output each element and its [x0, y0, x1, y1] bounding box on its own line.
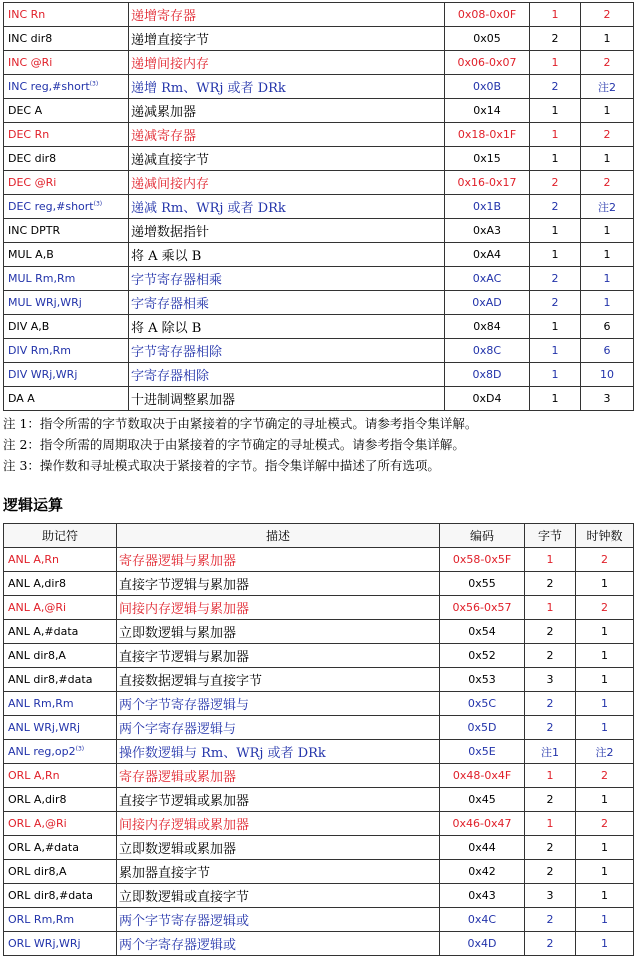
clocks-cell: 1 [581, 147, 634, 171]
opcode-cell: 0xD4 [445, 387, 530, 411]
clocks-cell: 1 [576, 788, 634, 812]
table-row [4, 363, 634, 387]
description-cell: 递增 Rm、WRj 或者 DRk [129, 75, 445, 99]
mnemonic-cell: ORL A,Rn [4, 764, 117, 788]
opcode-cell: 0x48-0x4F [440, 764, 525, 788]
description-cell: 寄存器逻辑或累加器 [117, 764, 440, 788]
description-cell: 间接内存逻辑与累加器 [117, 596, 440, 620]
table-row [4, 195, 634, 219]
clocks-cell: 注2 [576, 740, 634, 764]
mnemonic-cell: INC DPTR [4, 219, 129, 243]
table-row [4, 548, 634, 572]
clocks-cell: 6 [581, 315, 634, 339]
logic-instruction-table [3, 523, 634, 956]
footnote-ref: (3) [89, 80, 99, 88]
table-row [4, 243, 634, 267]
description-cell: 递减 Rm、WRj 或者 DRk [129, 195, 445, 219]
mnemonic-cell: ANL WRj,WRj [4, 716, 117, 740]
table-row [4, 740, 634, 764]
mnemonic-cell: ANL reg,op2$^{(3)}$ [4, 740, 117, 764]
opcode-cell: 0x56-0x57 [440, 596, 525, 620]
description-cell: 字节寄存器相乘 [129, 267, 445, 291]
opcode-cell: 0x5D [440, 716, 525, 740]
table-row [4, 27, 634, 51]
description-cell: 间接内存逻辑或累加器 [117, 812, 440, 836]
bytes-cell: 1 [530, 51, 581, 75]
description-cell: 将 A 除以 B [129, 315, 445, 339]
bytes-cell: 2 [530, 267, 581, 291]
arithmetic-instruction-table [3, 2, 634, 411]
mnemonic-cell: INC Rn [4, 3, 129, 27]
clocks-cell: 1 [576, 644, 634, 668]
bytes-cell: 1 [525, 548, 576, 572]
opcode-cell: 0x5C [440, 692, 525, 716]
bytes-cell: 2 [530, 75, 581, 99]
opcode-cell: 0xA4 [445, 243, 530, 267]
table-row [4, 692, 634, 716]
bytes-cell: 2 [525, 572, 576, 596]
table-row [4, 387, 634, 411]
opcode-cell: 0x8C [445, 339, 530, 363]
opcode-cell: 0x1B [445, 195, 530, 219]
opcode-cell: 0xAC [445, 267, 530, 291]
table-row [4, 860, 634, 884]
mnemonic-cell: MUL Rm,Rm [4, 267, 129, 291]
description-cell: 累加器直接字节 [117, 860, 440, 884]
description-cell: 直接数据逻辑与直接字节 [117, 668, 440, 692]
header-opcode: 编码 [440, 524, 525, 548]
bytes-cell: 1 [530, 3, 581, 27]
mnemonic-cell: ORL WRj,WRj [4, 932, 117, 956]
bytes-cell: 2 [525, 932, 576, 956]
clocks-cell: 2 [581, 123, 634, 147]
opcode-cell: 0x18-0x1F [445, 123, 530, 147]
bytes-cell: 2 [530, 195, 581, 219]
table-row [4, 219, 634, 243]
description-cell: 立即数逻辑或直接字节 [117, 884, 440, 908]
table-row [4, 764, 634, 788]
clocks-cell: 2 [576, 548, 634, 572]
bytes-cell: 2 [525, 836, 576, 860]
description-cell: 字寄存器相乘 [129, 291, 445, 315]
table-row [4, 932, 634, 956]
clocks-cell: 注2 [581, 75, 634, 99]
bytes-cell: 1 [530, 387, 581, 411]
footnote-ref: (3) [93, 200, 103, 208]
description-cell: 递增直接字节 [129, 27, 445, 51]
table-row [4, 668, 634, 692]
clocks-cell: 2 [576, 812, 634, 836]
mnemonic-cell: INC dir8 [4, 27, 129, 51]
description-cell: 两个字寄存器逻辑或 [117, 932, 440, 956]
opcode-cell: 0x84 [445, 315, 530, 339]
clocks-cell: 1 [581, 291, 634, 315]
clocks-cell: 1 [576, 620, 634, 644]
mnemonic-cell: INC reg,#short$^{(3)}$ [4, 75, 129, 99]
opcode-cell: 0x58-0x5F [440, 548, 525, 572]
mnemonic-cell: ANL A,dir8 [4, 572, 117, 596]
clocks-cell: 1 [576, 668, 634, 692]
bytes-cell: 1 [530, 123, 581, 147]
table-row [4, 884, 634, 908]
description-cell: 递减直接字节 [129, 147, 445, 171]
mnemonic-cell: DIV A,B [4, 315, 129, 339]
table-row [4, 75, 634, 99]
description-cell: 递增寄存器 [129, 3, 445, 27]
opcode-cell: 0x46-0x47 [440, 812, 525, 836]
description-cell: 立即数逻辑或累加器 [117, 836, 440, 860]
description-cell: 直接字节逻辑或累加器 [117, 788, 440, 812]
clocks-cell: 1 [576, 716, 634, 740]
clocks-cell: 1 [581, 27, 634, 51]
clocks-cell: 1 [576, 908, 634, 932]
bytes-cell: 2 [525, 692, 576, 716]
clocks-cell: 1 [576, 572, 634, 596]
section-title: 逻辑运算 [3, 496, 64, 514]
bytes-cell: 2 [525, 860, 576, 884]
clocks-cell: 1 [576, 932, 634, 956]
header-bytes: 字节 [525, 524, 576, 548]
table-row [4, 147, 634, 171]
table-row [4, 3, 634, 27]
table-row [4, 596, 634, 620]
opcode-cell: 0x54 [440, 620, 525, 644]
clocks-cell: 注2 [581, 195, 634, 219]
table-row [4, 836, 634, 860]
mnemonic-cell: DA A [4, 387, 129, 411]
clocks-cell: 1 [576, 836, 634, 860]
opcode-cell: 0x42 [440, 860, 525, 884]
footnote-1: 注 1：指令所需的字节数取决于由紧接着的字节确定的寻址模式。请参考指令集详解。 [3, 416, 478, 431]
description-cell: 递增数据指针 [129, 219, 445, 243]
bytes-cell: 1 [530, 363, 581, 387]
table-row [4, 99, 634, 123]
mnemonic-cell: DIV Rm,Rm [4, 339, 129, 363]
bytes-cell: 1 [525, 812, 576, 836]
description-cell: 直接字节逻辑与累加器 [117, 572, 440, 596]
description-cell: 立即数逻辑与累加器 [117, 620, 440, 644]
description-cell: 十进制调整累加器 [129, 387, 445, 411]
opcode-cell: 0x15 [445, 147, 530, 171]
opcode-cell: 0x06-0x07 [445, 51, 530, 75]
description-cell: 操作数逻辑与 Rm、WRj 或者 DRk [117, 740, 440, 764]
bytes-cell: 2 [530, 171, 581, 195]
mnemonic-cell: DEC Rn [4, 123, 129, 147]
description-cell: 两个字节寄存器逻辑或 [117, 908, 440, 932]
opcode-cell: 0x05 [445, 27, 530, 51]
mnemonic-cell: ANL Rm,Rm [4, 692, 117, 716]
table-row [4, 620, 634, 644]
mnemonic-cell: ANL A,@Ri [4, 596, 117, 620]
mnemonic-cell: DEC A [4, 99, 129, 123]
opcode-cell: 0x8D [445, 363, 530, 387]
mnemonic-cell: MUL WRj,WRj [4, 291, 129, 315]
mnemonic-cell: ORL A,#data [4, 836, 117, 860]
clocks-cell: 1 [576, 692, 634, 716]
opcode-cell: 0xAD [445, 291, 530, 315]
description-cell: 直接字节逻辑与累加器 [117, 644, 440, 668]
table-row [4, 644, 634, 668]
opcode-cell: 0x08-0x0F [445, 3, 530, 27]
table-row [4, 171, 634, 195]
header-clocks: 时钟数 [576, 524, 634, 548]
bytes-cell: 1 [530, 243, 581, 267]
mnemonic-cell: MUL A,B [4, 243, 129, 267]
mnemonic-cell: DEC reg,#short$^{(3)}$ [4, 195, 129, 219]
clocks-cell: 2 [576, 596, 634, 620]
table-row [4, 267, 634, 291]
table-row [4, 788, 634, 812]
mnemonic-cell: ORL dir8,A [4, 860, 117, 884]
clocks-cell: 1 [576, 884, 634, 908]
description-cell: 递减间接内存 [129, 171, 445, 195]
bytes-cell: 1 [530, 339, 581, 363]
table-row [4, 51, 634, 75]
opcode-cell: 0x4D [440, 932, 525, 956]
bytes-cell: 2 [525, 788, 576, 812]
table-row [4, 716, 634, 740]
description-cell: 递增间接内存 [129, 51, 445, 75]
description-cell: 两个字节寄存器逻辑与 [117, 692, 440, 716]
mnemonic-cell: ORL Rm,Rm [4, 908, 117, 932]
bytes-cell: 3 [525, 884, 576, 908]
header-mnemonic: 助记符 [4, 524, 117, 548]
clocks-cell: 2 [581, 3, 634, 27]
opcode-cell: 0x5E [440, 740, 525, 764]
opcode-cell: 0x44 [440, 836, 525, 860]
mnemonic-cell: DIV WRj,WRj [4, 363, 129, 387]
mnemonic-cell: ORL A,dir8 [4, 788, 117, 812]
mnemonic-cell: ANL A,Rn [4, 548, 117, 572]
clocks-cell: 2 [576, 764, 634, 788]
bytes-cell: 注1 [525, 740, 576, 764]
bytes-cell: 1 [530, 99, 581, 123]
opcode-cell: 0x16-0x17 [445, 171, 530, 195]
description-cell: 递减累加器 [129, 99, 445, 123]
clocks-cell: 3 [581, 387, 634, 411]
header-description: 描述 [117, 524, 440, 548]
clocks-cell: 1 [581, 267, 634, 291]
bytes-cell: 1 [530, 315, 581, 339]
opcode-cell: 0x4C [440, 908, 525, 932]
footnotes [3, 413, 633, 476]
opcode-cell: 0xA3 [445, 219, 530, 243]
opcode-cell: 0x0B [445, 75, 530, 99]
description-cell: 字寄存器相除 [129, 363, 445, 387]
description-cell: 递减寄存器 [129, 123, 445, 147]
opcode-cell: 0x14 [445, 99, 530, 123]
table-row [4, 291, 634, 315]
clocks-cell: 2 [581, 51, 634, 75]
bytes-cell: 1 [525, 596, 576, 620]
opcode-cell: 0x45 [440, 788, 525, 812]
clocks-cell: 6 [581, 339, 634, 363]
clocks-cell: 1 [581, 219, 634, 243]
table-row [4, 315, 634, 339]
table-row [4, 123, 634, 147]
description-cell: 将 A 乘以 B [129, 243, 445, 267]
mnemonic-cell: ANL A,#data [4, 620, 117, 644]
mnemonic-cell: ORL dir8,#data [4, 884, 117, 908]
clocks-cell: 1 [576, 860, 634, 884]
description-cell: 字节寄存器相除 [129, 339, 445, 363]
bytes-cell: 1 [525, 764, 576, 788]
opcode-cell: 0x52 [440, 644, 525, 668]
bytes-cell: 2 [525, 908, 576, 932]
bytes-cell: 2 [525, 644, 576, 668]
bytes-cell: 2 [530, 291, 581, 315]
mnemonic-cell: INC @Ri [4, 51, 129, 75]
opcode-cell: 0x55 [440, 572, 525, 596]
footnote-3: 注 3：操作数和寻址模式取决于紧接着的字节。指令集详解中描述了所有选项。 [3, 458, 440, 473]
opcode-cell: 0x43 [440, 884, 525, 908]
clocks-cell: 2 [581, 171, 634, 195]
bytes-cell: 1 [530, 147, 581, 171]
table-header-row [4, 524, 634, 548]
table-row [4, 908, 634, 932]
mnemonic-cell: DEC @Ri [4, 171, 129, 195]
mnemonic-cell: ANL dir8,A [4, 644, 117, 668]
table-row [4, 339, 634, 363]
bytes-cell: 3 [525, 668, 576, 692]
footnote-ref: (3) [75, 745, 85, 753]
bytes-cell: 1 [530, 219, 581, 243]
bytes-cell: 2 [525, 716, 576, 740]
description-cell: 寄存器逻辑与累加器 [117, 548, 440, 572]
clocks-cell: 1 [581, 243, 634, 267]
mnemonic-cell: ANL dir8,#data [4, 668, 117, 692]
table-row [4, 812, 634, 836]
clocks-cell: 10 [581, 363, 634, 387]
mnemonic-cell: ORL A,@Ri [4, 812, 117, 836]
description-cell: 两个字寄存器逻辑与 [117, 716, 440, 740]
bytes-cell: 2 [525, 620, 576, 644]
clocks-cell: 1 [581, 99, 634, 123]
opcode-cell: 0x53 [440, 668, 525, 692]
footnote-2: 注 2：指令所需的周期取决于由紧接着的字节确定的寻址模式。请参考指令集详解。 [3, 437, 465, 452]
bytes-cell: 2 [530, 27, 581, 51]
table-row [4, 572, 634, 596]
mnemonic-cell: DEC dir8 [4, 147, 129, 171]
